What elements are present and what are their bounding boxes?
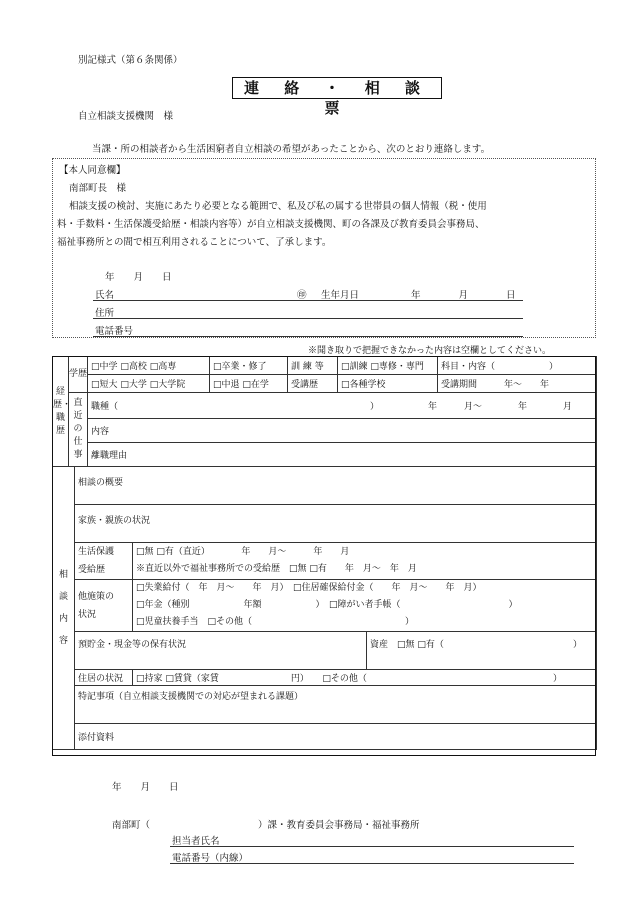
training-subject[interactable]: 科目・内容（ ） (438, 357, 597, 375)
consent-box (52, 158, 596, 338)
housing-close: ） (553, 674, 563, 684)
recent-job-label: 直近の仕事 (69, 393, 88, 467)
birthdate-ymd: 年 月 日 (411, 290, 516, 301)
job-type-close: ） (370, 402, 380, 412)
footer-dept: ）課・教育委員会事務局・福祉事務所 (258, 820, 420, 831)
training-options-1[interactable]: □訓練 □専修・専門 (338, 357, 438, 375)
job-type-row[interactable] (88, 393, 597, 419)
consent-addressee: 南部町長 様 (69, 183, 127, 194)
education-options-2[interactable]: □短大 □大学 □大学院 (88, 375, 210, 393)
other-row-1: □失業給付（ 年 月～ 年 月） □住居確保給付金（ 年 月～ 年 月） (136, 583, 482, 593)
staff-phone-line[interactable] (170, 863, 574, 864)
job-leave-label: 離職理由 (91, 451, 128, 461)
seal-mark: ㊞ (297, 290, 307, 301)
consent-heading: 【本人同意欄】 (59, 165, 126, 176)
career-section-label: 経歴・職歴 (53, 357, 69, 467)
form-reference: 別記様式（第６条関係） (78, 55, 183, 66)
staff-phone-label: 電話番号（内線） (172, 853, 249, 864)
phone-line[interactable] (93, 336, 523, 337)
consent-body-line1: 相談支援の検討、実施にあたり必要となる範囲で、私及び私の属する世帯員の個人情報（税・使用 (69, 201, 487, 212)
housing-row[interactable] (133, 670, 597, 686)
assets-close: ） (573, 640, 583, 650)
name-label: 氏名 (95, 290, 115, 301)
birthdate-label: 生年月日 (321, 290, 360, 301)
attach-label: 添付資料 (78, 733, 115, 743)
phone-label: 電話番号 (95, 326, 134, 337)
blank-note: ※聞き取りで把握できなかった内容は空欄としてください。 (308, 346, 552, 356)
job-period: 年 月～ 年 月 (428, 402, 573, 412)
address-line[interactable] (93, 318, 523, 319)
welfare-history[interactable] (133, 543, 597, 580)
addressee: 自立相談支援機関 様 (78, 111, 174, 122)
education-label: 学歴 (69, 357, 88, 393)
staff-line[interactable] (170, 846, 574, 847)
assets-label: 資産 □無 □有（ (370, 640, 444, 650)
assets-row[interactable] (367, 632, 597, 670)
graduation-options-2[interactable]: □中退 □在学 (210, 375, 288, 393)
job-content-row[interactable] (88, 419, 597, 443)
welfare-row-2: ※直近以外で福祉事務所での受給歴 □無 □有 年 月～ 年 月 (136, 564, 417, 574)
savings-label: 預貯金・現金等の保有状況 (78, 640, 187, 650)
career-table (52, 356, 597, 467)
footer-date: 年 月 日 (112, 782, 179, 793)
consent-body-line3: 福祉事務所との間で相互利用されることについて、了承します。 (57, 237, 332, 248)
name-line[interactable] (93, 300, 523, 301)
welfare-label: 生活保護 受給歴 (75, 543, 133, 580)
staff-label: 担当者氏名 (172, 836, 220, 847)
family-row[interactable] (75, 505, 597, 543)
consult-table (52, 466, 597, 750)
summary-row[interactable] (75, 467, 597, 505)
other-row-3: □児童扶養手当 □その他（ ） (136, 617, 415, 627)
training-options-2[interactable]: □各種学校 (338, 375, 438, 393)
consult-section-label: 相談内容 (53, 467, 75, 750)
training-period[interactable]: 受講期間 年～ 年 (438, 375, 597, 393)
housing-label: 住居の状況 (75, 670, 133, 686)
education-options-1[interactable]: □中学 □高校 □高専 (88, 357, 210, 375)
job-content-label: 内容 (91, 427, 110, 437)
family-label: 家族・親族の状況 (78, 516, 151, 526)
address-label: 住所 (95, 308, 115, 319)
job-leave-row[interactable] (88, 443, 597, 467)
consent-date: 年 月 日 (105, 272, 172, 283)
attach-row[interactable] (75, 724, 597, 750)
other-measures-label: 他施策の 状況 (75, 580, 133, 632)
page-title: 連 絡 ・ 相 談 票 (232, 77, 442, 99)
consent-body-line2: 料・手数料・生活保護受給歴・相談内容等）が自立相談支援機関、町の各課及び教育委員会事務局、 (57, 219, 485, 230)
training-label-2: 受講歴 (288, 375, 338, 393)
footer-town: 南部町（ (112, 820, 151, 831)
housing-options: □持家 □賃貸（家賃 円） □その他（ (136, 674, 367, 684)
summary-label: 相談の概要 (78, 478, 124, 488)
special-label: 特記事項（自立相談支援機関での対応が望まれる課題） (78, 692, 304, 702)
other-measures[interactable] (133, 580, 597, 632)
graduation-options-1[interactable]: □卒業・修了 (210, 357, 288, 375)
training-label-1: 訓 練 等 (288, 357, 338, 375)
job-type-label: 職種（ (91, 402, 119, 412)
welfare-row-1: □無 □有（直近） 年 月～ 年 月 (136, 547, 350, 557)
other-row-2: □年金（種別 年額 ） □障がい者手帳（ ） (136, 600, 518, 610)
savings-row[interactable] (75, 632, 367, 670)
intro-text: 当課・所の相談者から生活困窮者自立相談の希望があったことから、次のとおり連絡します。 (92, 144, 491, 155)
special-row[interactable] (75, 686, 597, 724)
